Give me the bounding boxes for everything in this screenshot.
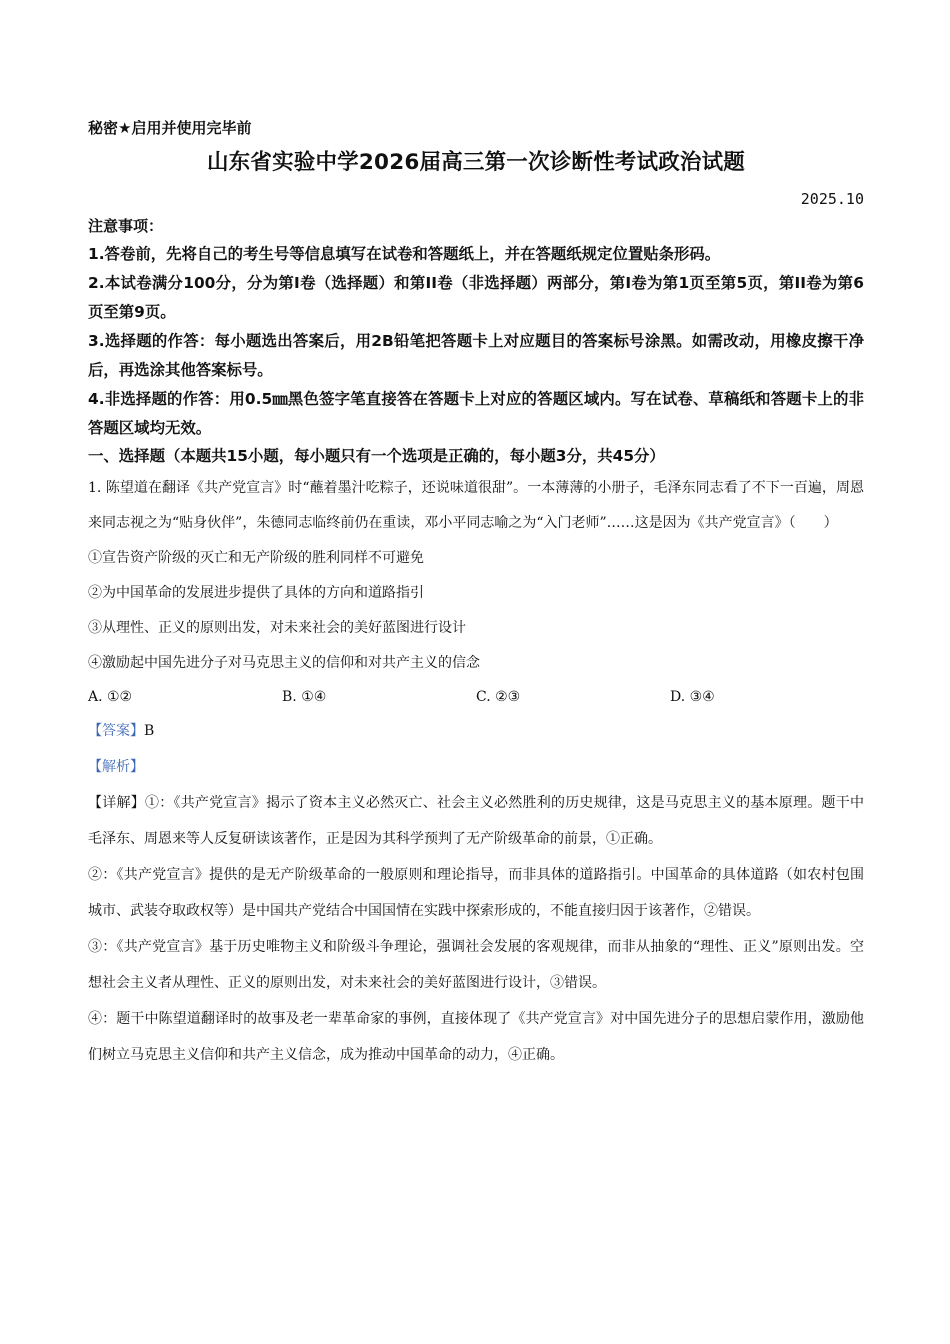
detail-paragraph-1	[88, 785, 864, 857]
analysis-tag: 【解析】	[88, 759, 144, 775]
choice-b: B. ①④	[282, 689, 327, 705]
choice-c: C. ②③	[476, 689, 521, 705]
statement-2: ②为中国革命的发展进步提供了具体的方向和道路指引	[88, 585, 424, 601]
detail-section	[88, 785, 864, 1073]
notes-section	[88, 212, 864, 443]
detail-text-1: ①：《共产党宣言》揭示了资本主义必然灭亡、社会主义必然胜利的历史规律，这是马克思主义的基本原理。题干中毛泽东、周恩来等人反复研读该著作，正是因为其科学预判了无产阶级革命的前景，①正确。	[88, 795, 865, 847]
answer-tag: 【答案】	[88, 723, 144, 739]
exam-date: 2025.10	[800, 190, 864, 208]
exam-page	[88, 110, 864, 1073]
answer-value: B	[144, 723, 155, 739]
detail-paragraph-2: ②：《共产党宣言》提供的是无产阶级革命的一般原则和理论指导，而非具体的道路指引。中国革命的具体道路（如农村包围城市、武装夺取政权等）是中国共产党结合中国国情在实践中探索形成的，不能直接归因于该著作，②错误。	[88, 867, 864, 919]
note-item-1: 1.答卷前，先将自己的考生号等信息填写在试卷和答题纸上，并在答题纸规定位置贴条形码。	[88, 245, 721, 263]
detail-tag: 【详解】	[88, 795, 145, 811]
analysis-line	[88, 749, 864, 785]
answer-choices	[88, 681, 864, 713]
page-title: 山东省实验中学2026届高三第一次诊断性考试政治试题	[206, 150, 746, 175]
answer-line	[88, 713, 864, 749]
note-item-4: 4.非选择题的作答：用0.5㎜黑色签字笔直接答在答题卡上对应的答题区域内。写在试卷、草稿纸和答题卡上的非答题区域均无效。	[88, 390, 864, 437]
section-heading: 一、选择题（本题共15小题，每小题只有一个选项是正确的，每小题3分，共45分）	[88, 447, 665, 465]
choice-a: A. ①②	[88, 689, 133, 705]
note-item-2: 2.本试卷满分100分，分为第Ⅰ卷（选择题）和第II卷（非选择题）两部分，第Ⅰ卷为第1页至第5页，第II卷为第6页至第9页。	[88, 274, 864, 321]
question-1-stem: 1. 陈望道在翻译《共产党宣言》时“蘸着墨汁吃粽子，还说味道很甜”。一本薄薄的小册子，毛泽东同志看了不下一百遍，周恩来同志视之为“贴身伙伴”，朱德同志临终前仍在重读，邓小平同志喻之为“入门老师”……这是因为《共产党宣言》（ ）	[88, 480, 864, 531]
notes-heading: 注意事项：	[88, 217, 164, 235]
statement-4: ④激励起中国先进分子对马克思主义的信仰和对共产主义的信念	[88, 655, 480, 671]
detail-paragraph-3: ③：《共产党宣言》基于历史唯物主义和阶级斗争理论，强调社会发展的客观规律，而非从抽象的“理性、正义”原则出发。空想社会主义者从理性、正义的原则出发，对未来社会的美好蓝图进行设计，③错误。	[88, 939, 864, 991]
detail-paragraph-4: ④：题干中陈望道翻译时的故事及老一辈革命家的事例，直接体现了《共产党宣言》对中国先进分子的思想启蒙作用，激励他们树立马克思主义信仰和共产主义信念，成为推动中国革命的动力，④正确。	[88, 1011, 864, 1063]
statement-3: ③从理性、正义的原则出发，对未来社会的美好蓝图进行设计	[88, 620, 466, 636]
statement-1: ①宣告资产阶级的灭亡和无产阶级的胜利同样不可避免	[88, 550, 424, 566]
choice-d: D. ③④	[670, 689, 715, 705]
note-item-3: 3.选择题的作答：每小题选出答案后，用2B铅笔把答题卡上对应题目的答案标号涂黑。如需改动，用橡皮擦干净后，再选涂其他答案标号。	[88, 332, 864, 379]
secret-label: 秘密★启用并使用完毕前	[88, 119, 252, 137]
